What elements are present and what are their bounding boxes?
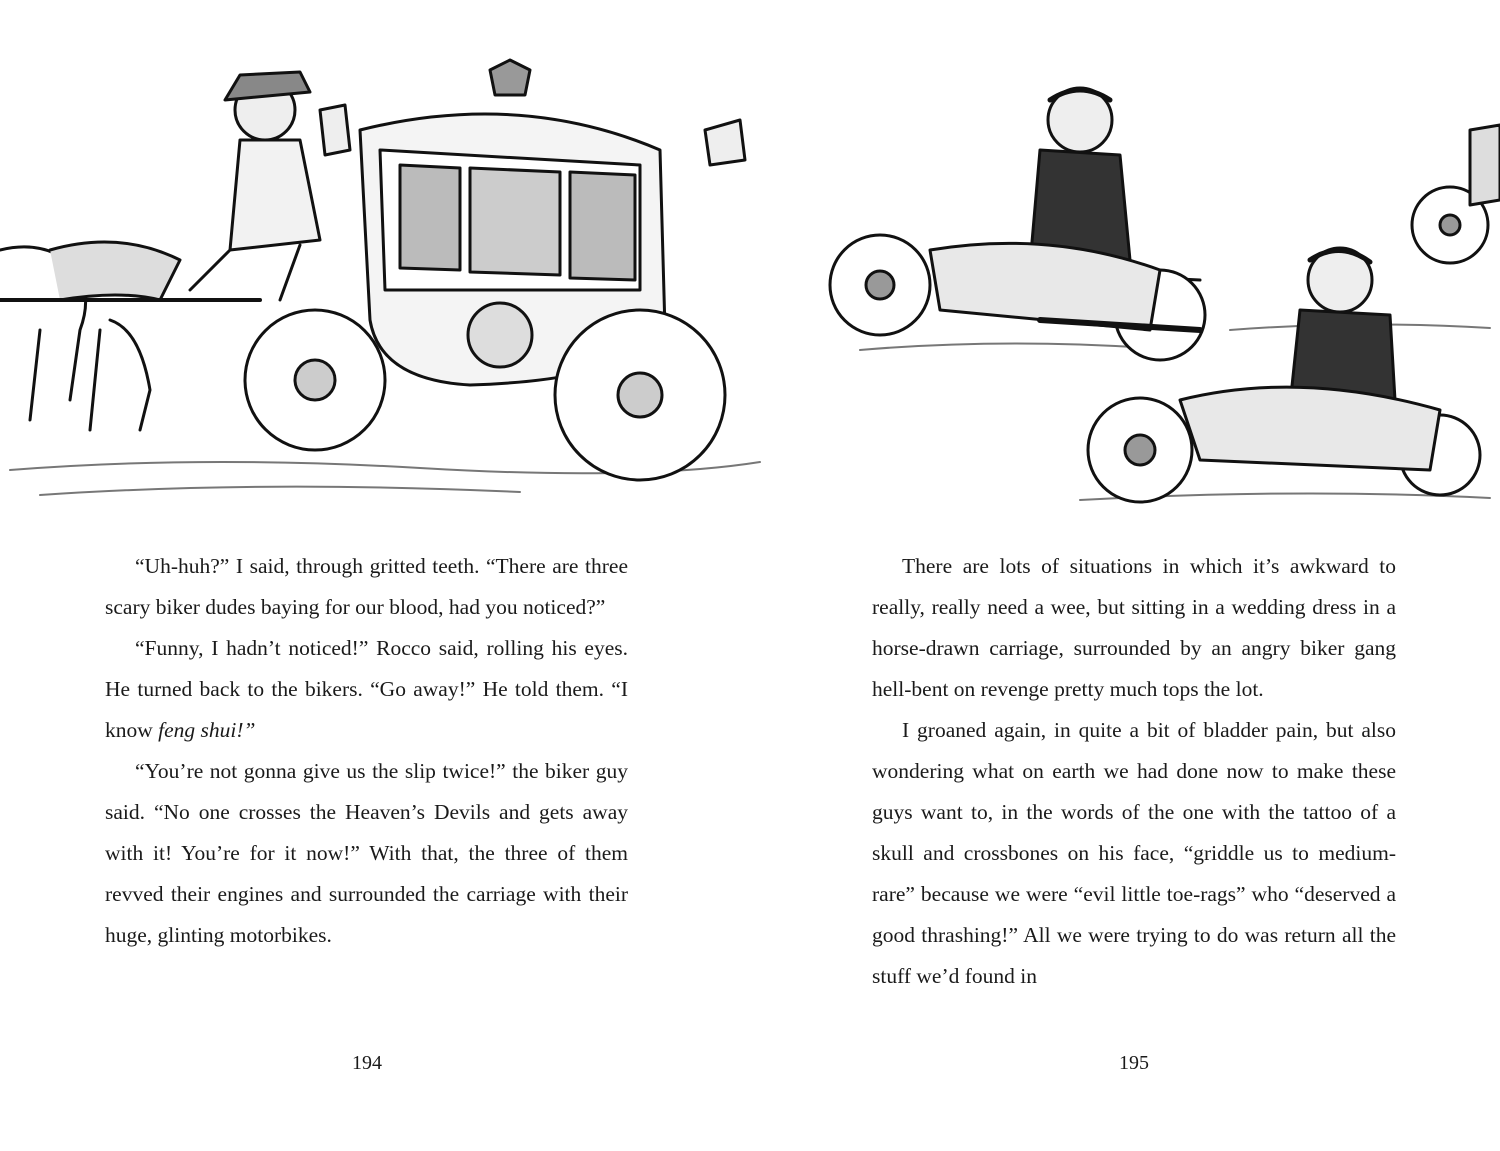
- horse-drawn-carriage-icon: [190, 60, 745, 480]
- paragraph: “You’re not gonna give us the slip twice!” the biker guy said. “No one crosses the Heaven’s Devils and gets away with it! You’re for it now!” With that, the three of them revved their engines and surrounded the carriage with their huge, glinting motorbikes.: [105, 759, 628, 947]
- biker-icon: [1290, 248, 1395, 405]
- illustration: [0, 0, 1500, 520]
- page-number-left: 194: [352, 1052, 382, 1074]
- left-page-text: [105, 546, 628, 956]
- page-number-right: 195: [1119, 1052, 1149, 1074]
- coachman-icon: [190, 72, 320, 300]
- paragraph: “Uh-huh?” I said, through gritted teeth. “There are three scary biker dudes baying for our blood, had you noticed?”: [105, 554, 628, 619]
- motorbike-icon: [1088, 387, 1480, 502]
- motorbike-icon: [1412, 125, 1500, 263]
- paragraph: I groaned again, in quite a bit of bladder pain, but also wondering what on earth we had done now to make these guys want to, in the words of the one with the tattoo of a skull and crossbones on his face, “griddle us to medium-rare” because we were “evil little toe-rags” who “deserved a good thrashing!” All we were trying to do was return all the stuff we’d found in: [872, 718, 1396, 988]
- italic-phrase: feng shui!”: [158, 718, 256, 742]
- crown-icon: [490, 60, 530, 95]
- motorbike-icon: [830, 235, 1205, 360]
- horse-icon: [0, 242, 260, 430]
- right-page-text: [872, 546, 1396, 997]
- paragraph: There are lots of situations in which it’s awkward to really, really need a wee, but sitting in a wedding dress in a horse-drawn carriage, surrounded by an angry biker gang hell-bent on revenge pretty much tops the lot.: [872, 554, 1396, 701]
- paragraph: “Funny, I hadn’t noticed!” Rocco said, rolling his eyes. He turned back to the bikers. “Go away!” He told them. “I know feng shui!”: [105, 636, 628, 742]
